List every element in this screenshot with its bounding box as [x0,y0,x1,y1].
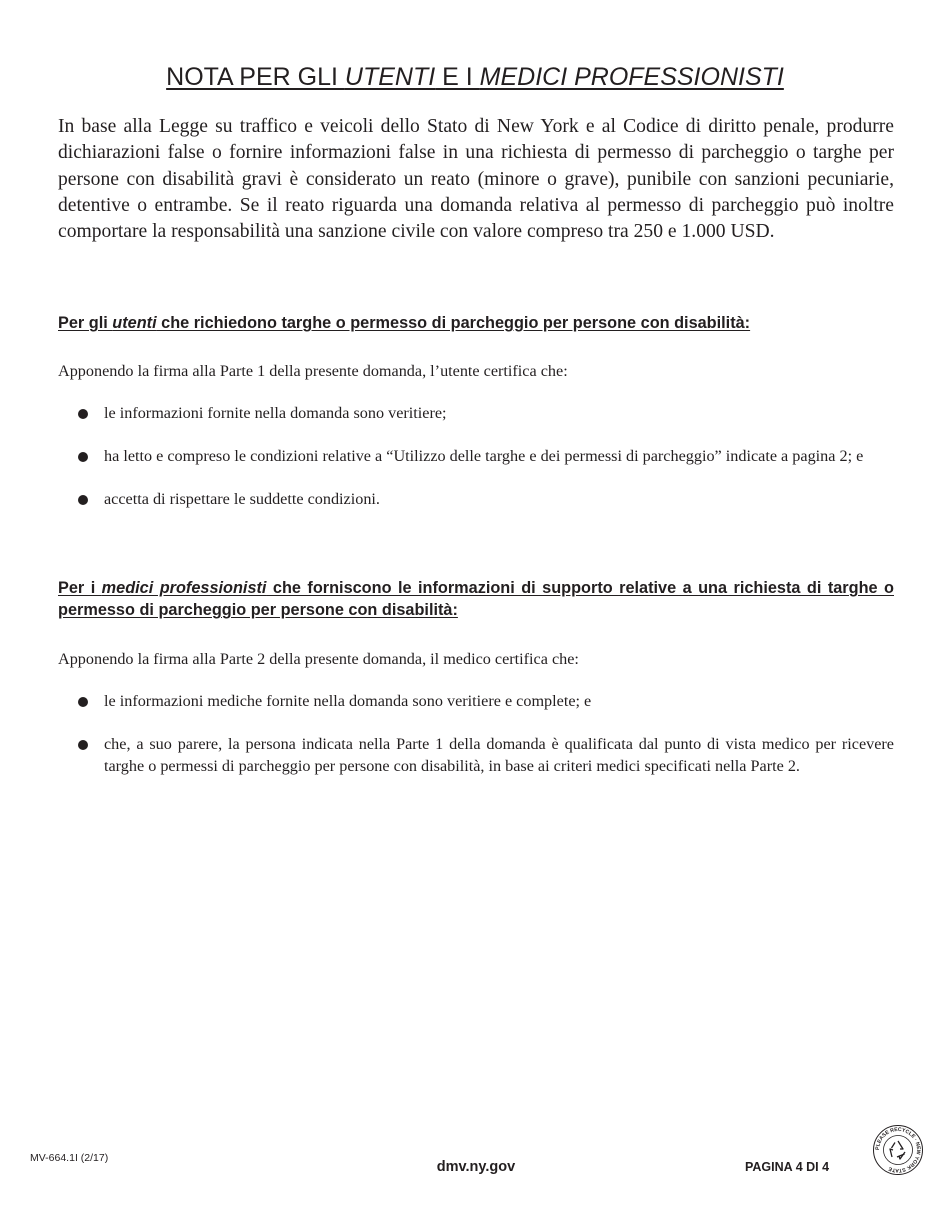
bullet-icon [78,452,88,462]
page-number: PAGINA 4 DI 4 [745,1160,830,1174]
list-item: accetta di rispettare le suddette condizioni. [58,489,894,511]
page-title: NOTA PER GLI UTENTI E I MEDICI PROFESSIONISTI [166,63,784,91]
svg-text:PLEASE RECYCLE · NEW YORK STAT: PLEASE RECYCLE · NEW YORK STATE [874,1126,922,1174]
doctors-lead-text: Apponendo la firma alla Parte 2 della presente domanda, il medico certifica che: [58,650,579,668]
website-link[interactable]: dmv.ny.gov [436,1159,516,1175]
list-item: le informazioni mediche fornite nella domanda sono veritiere e complete; e [58,691,894,713]
doctors-bullet-list [58,691,894,799]
list-item: ha letto e compreso le condizioni relative a “Utilizzo delle targhe e dei permessi di parcheggio” indicate a pagina 2; e [58,446,894,468]
users-lead-text: Apponendo la firma alla Parte 1 della presente domanda, l’utente certifica che: [58,362,568,380]
form-code: MV-664.1I (2/17) [30,1152,109,1164]
bullet-icon [78,740,88,750]
list-item: le informazioni fornite nella domanda sono veritiere; [58,403,894,425]
list-item: che, a suo parere, la persona indicata nella Parte 1 della domanda è qualificata dal punto di vista medico per ricevere targhe o permessi di parcheggio per persone con disabilità, in base ai criteri medici specificati nella Parte 2. [58,734,894,777]
bullet-icon [78,409,88,419]
bullet-icon [78,495,88,505]
intro-paragraph: In base alla Legge su traffico e veicoli dello Stato di New York e al Codice di diritto penale, produrre dichiarazioni false o fornire informazioni false in una richiesta di permesso di parcheggio o targhe per persone con disabilità gravi è considerato un reato (minore o grave), punibile con sanzioni pecuniarie, detentive o entrambe. Se il reato riguarda una domanda relativa al permesso di parcheggio può inoltre comportare la responsabilità una sanzione civile con valore compreso tra 250 e 1.000 USD. [58,116,894,243]
users-section-heading: Per gli utenti che richiedono targhe o permesso di parcheggio per persone con disabilità: [58,314,751,332]
recycle-seal-icon [872,1124,924,1176]
doctors-section-heading: Per i medici professionisti che forniscono le informazioni di supporto relative a una richiesta di targhe o permesso di parcheggio per persone con disabilità: [58,579,894,619]
bullet-icon [78,697,88,707]
users-bullet-list [58,403,894,533]
